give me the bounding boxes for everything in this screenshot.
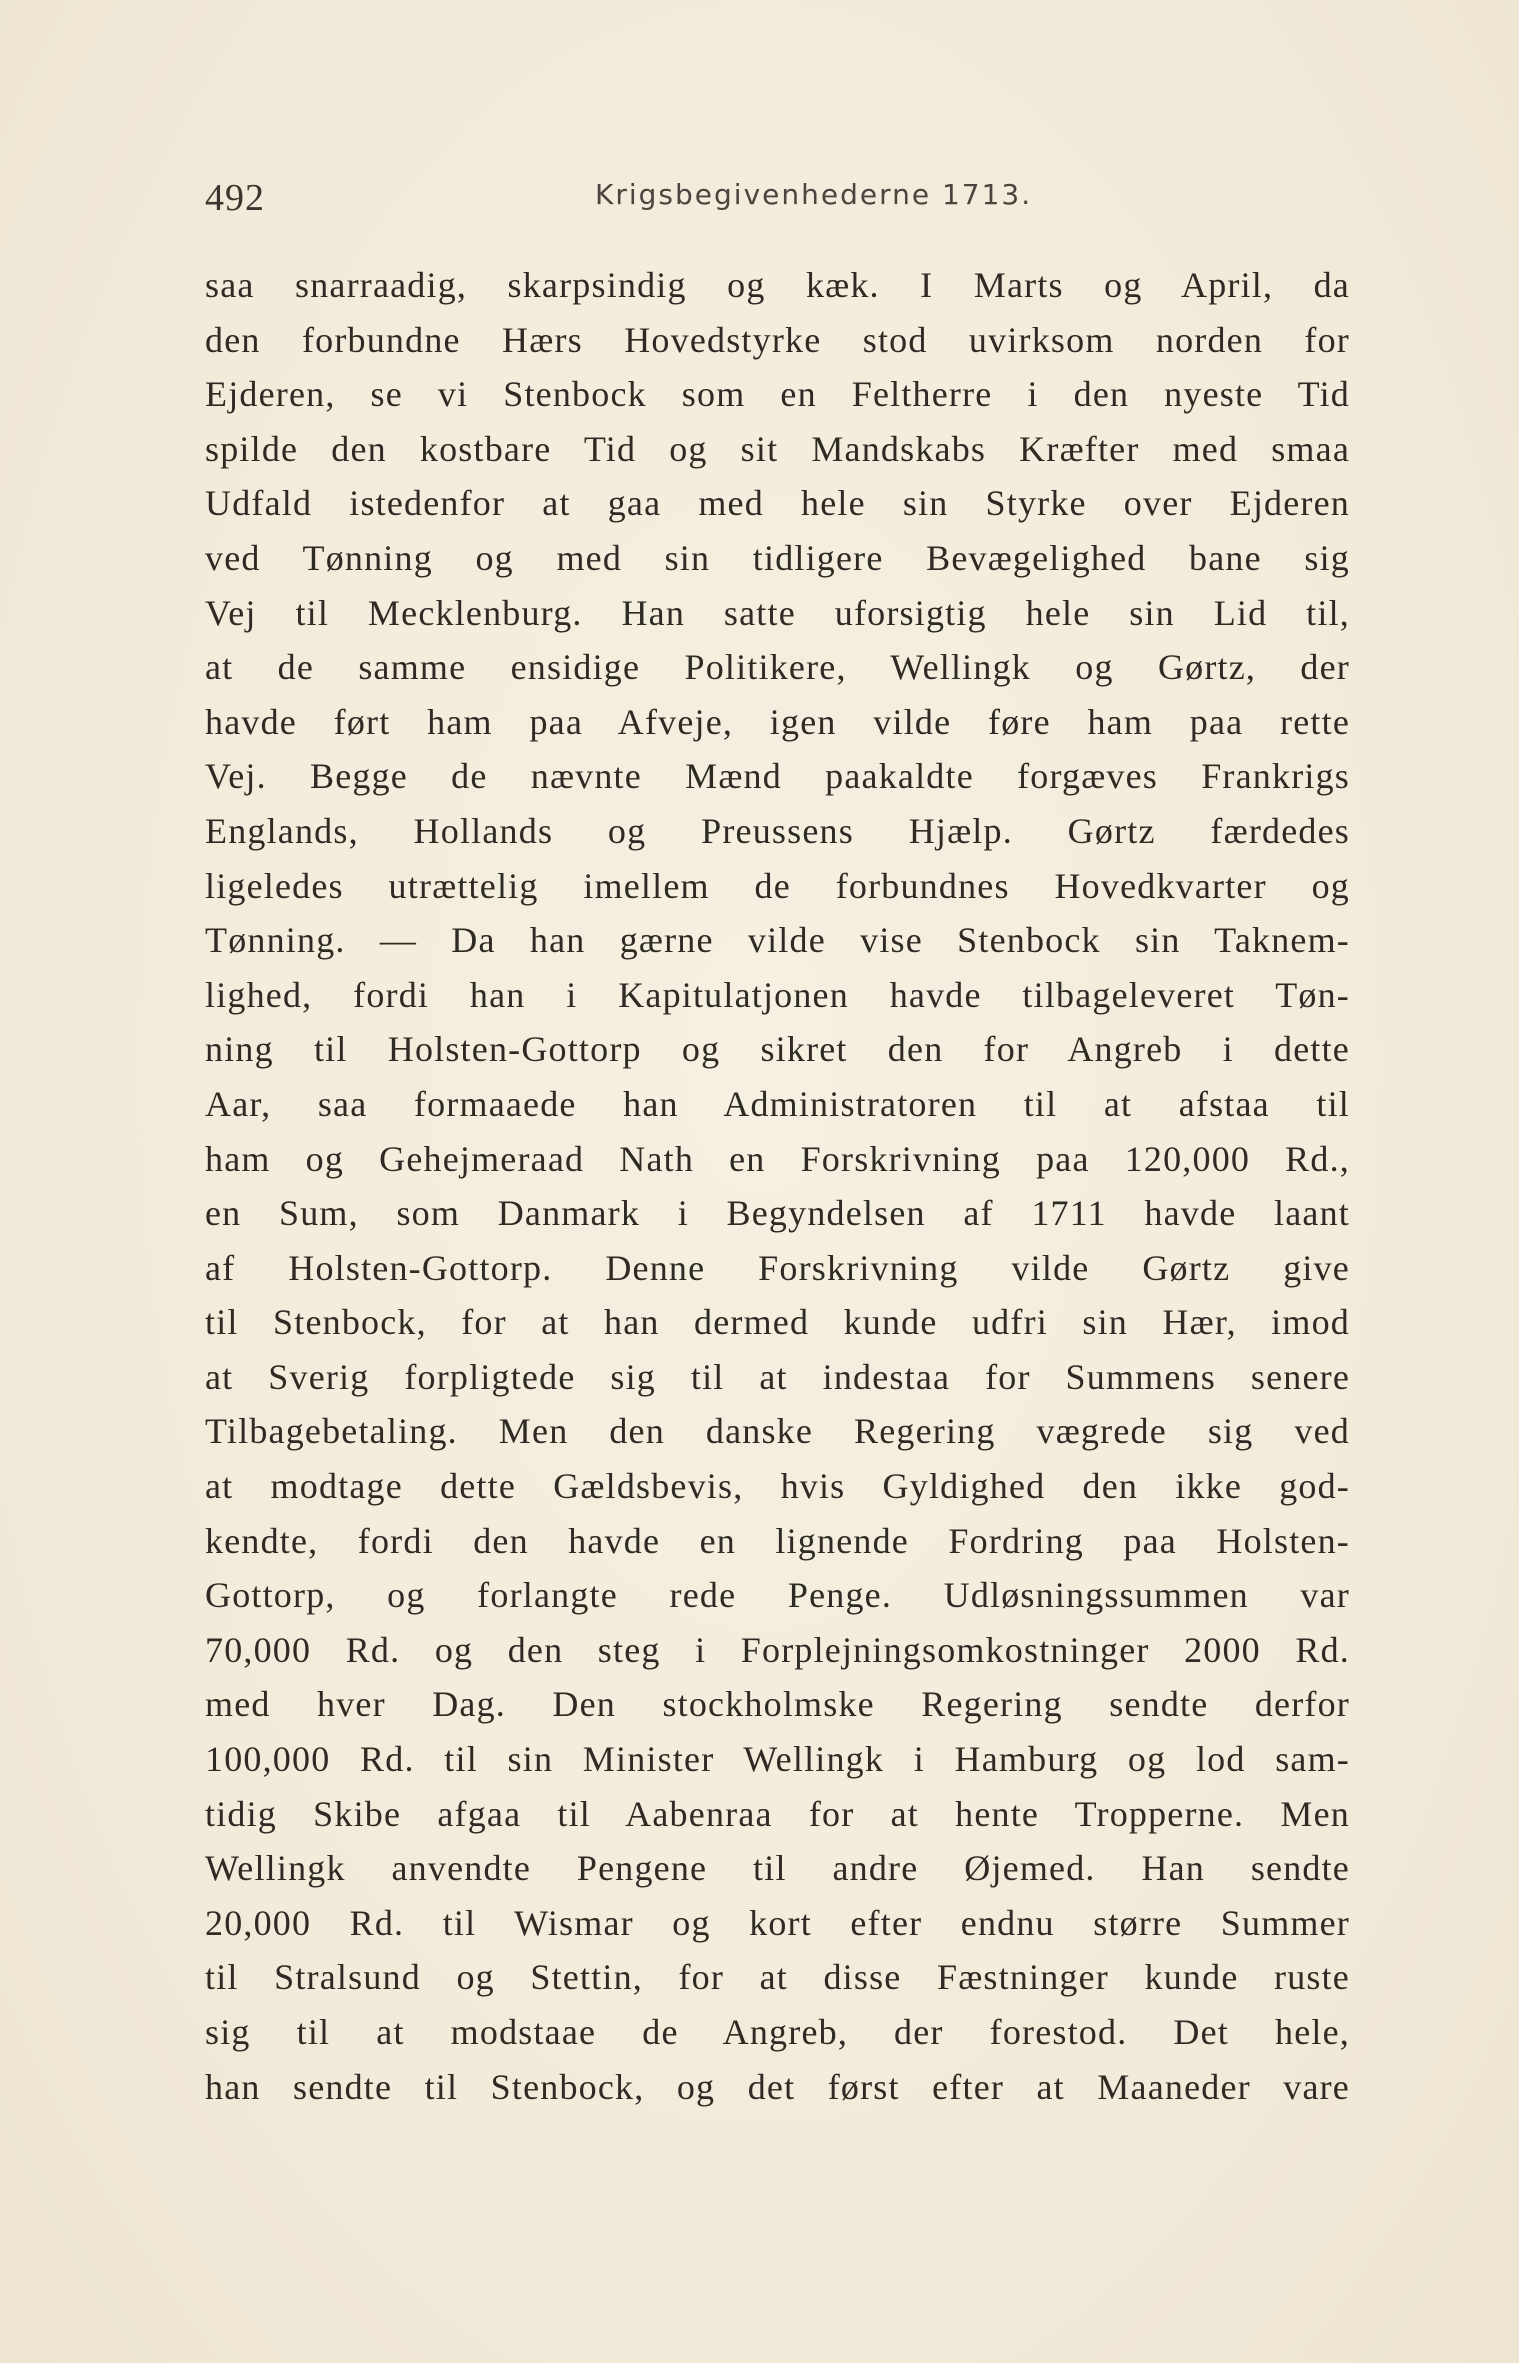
text-line: Wellingk anvendte Pengene til andre Øjemed. Han sendte	[205, 1848, 1350, 1889]
text-line: ved Tønning og med sin tidligere Bevægelighed bane sig	[205, 537, 1350, 578]
text-line: af Holsten-Gottorp. Denne Forskrivning vilde Gørtz give	[205, 1247, 1350, 1288]
text-line: kendte, fordi den havde en lignende Fordring paa Holsten-	[205, 1520, 1350, 1561]
text-line: 20,000 Rd. til Wismar og kort efter endnu større Summer	[205, 1902, 1350, 1943]
text-line: Udfald istedenfor at gaa med hele sin Styrke over Ejderen	[205, 483, 1350, 524]
text-line: ning til Holsten-Gottorp og sikret den for Angreb i dette	[205, 1029, 1350, 1070]
text-line: sig til at modstaae de Angreb, der forestod. Det hele,	[205, 2012, 1350, 2052]
text-line: Vej til Mecklenburg. Han satte uforsigtig hele sin Lid til,	[205, 592, 1350, 633]
text-line: havde ført ham paa Afveje, igen vilde føre ham paa rette	[205, 701, 1350, 742]
text-line: at Sverig forpligtede sig til at indestaa for Summens senere	[205, 1356, 1350, 1397]
text-line: tidig Skibe afgaa til Aabenraa for at hente Tropperne. Men	[205, 1793, 1350, 1834]
running-title: Krigsbegivenhederne 1713.	[595, 178, 1033, 211]
text-line: en Sum, som Danmark i Begyndelsen af 1711 havde laant	[205, 1193, 1350, 1234]
text-line: til Stenbock, for at han dermed kunde udfri sin Hær, imod	[205, 1302, 1350, 1343]
text-line: at de samme ensidige Politikere, Wellingk og Gørtz, der	[205, 647, 1350, 688]
text-line: Aar, saa formaaede han Administratoren til at afstaa til	[205, 1083, 1350, 1124]
text-line: 100,000 Rd. til sin Minister Wellingk i Hamburg og lod sam-	[205, 1739, 1350, 1780]
text-line: den forbundne Hærs Hovedstyrke stod uvirksom norden for	[205, 319, 1350, 360]
text-line: at modtage dette Gældsbevis, hvis Gyldighed den ikke god-	[205, 1466, 1350, 1507]
text-line: spilde den kostbare Tid og sit Mandskabs Kræfter med smaa	[205, 428, 1350, 469]
text-line: ligeledes utrættelig imellem de forbundnes Hovedkvarter og	[205, 865, 1350, 906]
text-line: med hver Dag. Den stockholmske Regering sendte derfor	[205, 1684, 1350, 1725]
text-line: Vej. Begge de nævnte Mænd paakaldte forgæves Frankrigs	[205, 756, 1350, 797]
text-line: Englands, Hollands og Preussens Hjælp. Gørtz færdedes	[205, 810, 1350, 851]
page-header	[205, 168, 1345, 218]
body-text	[205, 258, 1350, 2118]
text-line: ham og Gehejmeraad Nath en Forskrivning paa 120,000 Rd.,	[205, 1138, 1350, 1179]
text-line: Ejderen, se vi Stenbock som en Feltherre i den nyeste Tid	[205, 374, 1350, 415]
text-line: til Stralsund og Stettin, for at disse Fæstninger kunde ruste	[205, 1957, 1350, 1998]
text-line: Tønning. — Da han gærne vilde vise Stenbock sin Taknem-	[205, 920, 1350, 961]
text-line: saa snarraadig, skarpsindig og kæk. I Marts og April, da	[205, 265, 1350, 305]
text-line: lighed, fordi han i Kapitulatjonen havde tilbageleveret Tøn-	[205, 974, 1350, 1015]
text-line: Gottorp, og forlangte rede Penge. Udløsningssummen var	[205, 1575, 1350, 1616]
text-line: han sendte til Stenbock, og det først efter at Maaneder vare	[205, 2066, 1350, 2107]
text-line: Tilbagebetaling. Men den danske Regering vægrede sig ved	[205, 1411, 1350, 1452]
page-number: 492	[205, 177, 265, 219]
text-line: 70,000 Rd. og den steg i Forplejningsomkostninger 2000 Rd.	[205, 1629, 1350, 1670]
